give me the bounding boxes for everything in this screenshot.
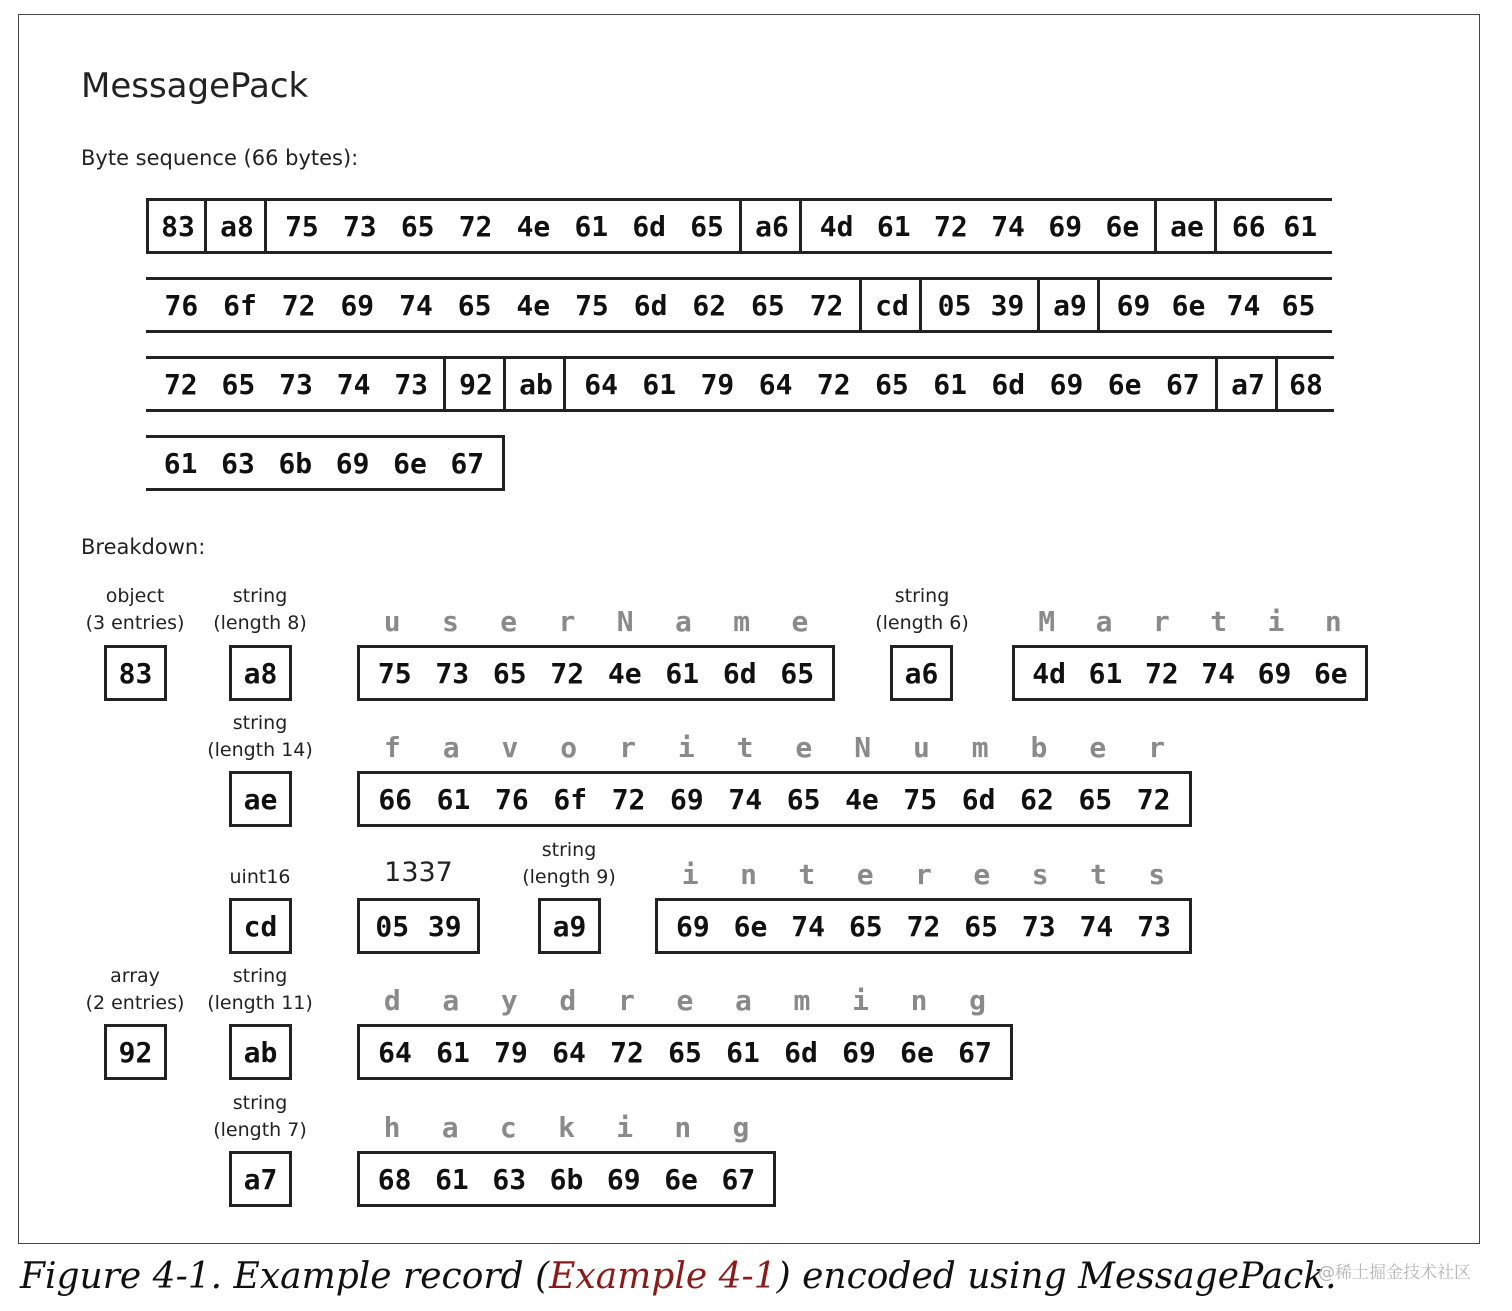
byte-seq-segment [1214, 198, 1332, 254]
byte-seq-segment [443, 356, 506, 412]
daydreaming-characters [357, 984, 1013, 1017]
hex-byte: 6d [991, 367, 1026, 401]
hex-byte: 61 [1283, 209, 1318, 243]
hex-byte: 64 [584, 367, 618, 401]
hex-byte: ab [519, 367, 553, 401]
decoded-char: m [971, 731, 989, 764]
decoded-char: i [852, 984, 869, 1017]
object-annotation: object (3 entries) [85, 585, 185, 634]
decoded-char: u [912, 731, 930, 764]
hex-byte: 65 [964, 909, 998, 943]
uint16-bytes [357, 898, 480, 954]
decoded-char: N [616, 605, 634, 638]
hex-byte: 4e [845, 782, 879, 816]
decoded-char: g [969, 984, 986, 1017]
decoded-char: e [791, 605, 809, 638]
hex-byte: 69 [1257, 656, 1292, 690]
decoded-char: i [616, 1111, 634, 1144]
hex-byte: 72 [934, 209, 968, 243]
hex-byte: 69 [340, 288, 375, 322]
hex-byte: 74 [728, 782, 763, 816]
hex-byte: ae [243, 782, 278, 816]
username-characters [357, 605, 835, 638]
hex-byte: 6d [784, 1035, 818, 1069]
hex-byte: 65 [875, 367, 909, 401]
decoded-char: g [732, 1111, 750, 1144]
decoded-char: f [383, 731, 401, 764]
hex-byte: 61 [574, 209, 609, 243]
hex-byte: 72 [458, 209, 493, 243]
decoded-char: a [1095, 605, 1113, 638]
hex-byte: 6d [633, 288, 668, 322]
hex-byte: 75 [377, 656, 412, 690]
martin-bytes [1012, 645, 1368, 701]
hex-byte: 65 [457, 288, 492, 322]
byte-seq-segment [1037, 277, 1100, 333]
hex-byte: 65 [690, 209, 724, 243]
hex-byte: 6e [733, 909, 768, 943]
decoded-char: e [500, 605, 518, 638]
hex-byte: 6d [722, 656, 757, 690]
hex-byte: 73 [394, 367, 429, 401]
martin-type-annotation: string (length 6) [875, 585, 969, 634]
hex-byte: 79 [700, 367, 735, 401]
decoded-char: N [854, 731, 872, 764]
hex-byte: 6e [393, 446, 427, 480]
hex-byte: 6e [1107, 367, 1142, 401]
hex-byte: 61 [933, 367, 967, 401]
byte-seq-segment [204, 198, 267, 254]
hex-byte: ae [1170, 209, 1204, 243]
uint16-type-annotation: uint16 [229, 866, 291, 888]
byte-seq-segment [1215, 356, 1278, 412]
hex-byte: 72 [281, 288, 316, 322]
hex-byte: 72 [611, 782, 646, 816]
hex-byte: a7 [243, 1162, 278, 1196]
decoded-char: y [500, 984, 518, 1017]
hex-byte: 64 [758, 367, 793, 401]
hex-byte: 66 [378, 782, 413, 816]
hex-byte: a6 [904, 656, 939, 690]
uint16-marker-byte [229, 898, 292, 954]
username-type-annotation: string (length 8) [213, 585, 307, 634]
decoded-char: s [441, 605, 459, 638]
daydreaming-type-annotation: string (length 11) [207, 965, 313, 1014]
hex-byte: 62 [692, 288, 727, 322]
hex-byte: 67 [958, 1035, 992, 1069]
username-bytes [357, 645, 835, 701]
figure-caption [20, 1256, 1337, 1297]
hex-byte: 75 [575, 288, 609, 322]
decoded-char: r [1148, 731, 1165, 764]
hex-byte: 72 [1144, 656, 1179, 690]
username-length-byte [229, 645, 292, 701]
byte-seq-segment [146, 356, 446, 412]
hex-byte: 61 [642, 367, 677, 401]
hex-byte: 72 [906, 909, 941, 943]
decoded-char: i [681, 858, 699, 891]
uint16-value: 1337 [384, 857, 453, 888]
byte-seq-segment [264, 198, 742, 254]
byte-seq-segment [799, 198, 1157, 254]
hex-byte: 6d [632, 209, 667, 243]
decoded-char: e [973, 858, 991, 891]
byte-seq-segment [146, 198, 207, 254]
byte-seq-segment [146, 277, 862, 333]
hex-byte: 72 [816, 367, 851, 401]
hex-byte: 6e [900, 1035, 934, 1069]
hex-byte: 67 [1165, 367, 1200, 401]
hex-byte: 69 [335, 446, 370, 480]
interests-type-annotation: string (length 9) [522, 839, 616, 888]
hex-byte: 75 [903, 782, 938, 816]
hex-byte: 65 [492, 656, 527, 690]
hex-byte: 73 [1137, 909, 1171, 943]
hex-byte: 64 [552, 1035, 586, 1069]
hex-byte: 62 [1020, 782, 1054, 816]
decoded-char: r [915, 858, 932, 891]
decoded-char: a [442, 731, 460, 764]
decoded-char: c [499, 1111, 517, 1144]
hex-byte: 65 [786, 782, 821, 816]
interests-characters [655, 858, 1192, 891]
hex-byte: 65 [221, 367, 256, 401]
favnum-bytes [357, 771, 1192, 827]
decoded-char: h [383, 1111, 401, 1144]
decoded-char: a [442, 984, 460, 1017]
favnum-characters [357, 731, 1192, 764]
byte-seq-segment [739, 198, 802, 254]
decoded-char: r [558, 605, 576, 638]
hex-byte: 76 [495, 782, 529, 816]
hex-byte: 63 [492, 1162, 527, 1196]
decoded-char: v [501, 731, 519, 764]
hex-byte: 6b [278, 446, 313, 480]
decoded-char: e [856, 858, 874, 891]
daydreaming-length-byte [229, 1024, 292, 1080]
hacking-bytes [357, 1151, 776, 1207]
hex-byte: 6e [664, 1162, 698, 1196]
hex-byte: 69 [1048, 209, 1083, 243]
hex-byte: 61 [436, 1035, 470, 1069]
hex-byte: 61 [436, 782, 471, 816]
hex-byte: 66 [1231, 209, 1266, 243]
hex-byte: 75 [285, 209, 319, 243]
decoded-char: r [619, 731, 636, 764]
hex-byte: 74 [399, 288, 433, 322]
hex-byte: 4e [607, 656, 642, 690]
hex-byte: 6d [961, 782, 996, 816]
hex-byte: 73 [279, 367, 313, 401]
byte-seq-segment [1275, 356, 1334, 412]
hex-byte: 73 [435, 656, 470, 690]
example-reference-link[interactable]: Example 4-1 [549, 1256, 777, 1297]
hex-byte: 72 [550, 656, 585, 690]
decoded-char: d [559, 984, 577, 1017]
byte-seq-segment [146, 435, 505, 491]
hex-byte: 83 [161, 209, 195, 243]
hex-byte: 92 [459, 367, 493, 401]
hex-byte: 6e [1105, 209, 1140, 243]
hex-byte: 65 [848, 909, 883, 943]
hex-byte: 61 [726, 1035, 760, 1069]
decoded-char: n [1324, 605, 1342, 638]
hex-byte: 69 [842, 1035, 876, 1069]
hex-byte: 39 [990, 288, 1025, 322]
decoded-char: o [560, 731, 578, 764]
decoded-char: u [383, 605, 401, 638]
byte-seq-segment [1097, 277, 1332, 333]
hex-byte: 69 [1049, 367, 1084, 401]
decoded-char: a [674, 605, 692, 638]
array-annotation: array (2 entries) [85, 965, 185, 1014]
hex-byte: 73 [342, 209, 377, 243]
hex-byte: 65 [400, 209, 435, 243]
decoded-char: d [383, 984, 401, 1017]
decoded-char: e [1089, 731, 1107, 764]
decoded-char: n [674, 1111, 692, 1144]
object-marker-byte [104, 645, 167, 701]
hex-byte: 74 [991, 209, 1025, 243]
hex-byte: 61 [435, 1162, 469, 1196]
decoded-char: s [1148, 858, 1166, 891]
caption-suffix: ) encoded using MessagePack. [776, 1256, 1337, 1297]
hex-byte: 39 [427, 909, 462, 943]
hex-byte: a6 [755, 209, 789, 243]
hex-byte: 61 [1088, 656, 1123, 690]
hex-byte: 69 [606, 1162, 641, 1196]
hex-byte: 65 [780, 656, 815, 690]
decoded-char: s [1031, 858, 1049, 891]
hex-byte: 72 [1136, 782, 1171, 816]
hex-byte: 74 [1079, 909, 1114, 943]
hex-byte: a9 [1053, 288, 1087, 322]
byte-seq-segment [563, 356, 1218, 412]
hex-byte: 72 [163, 367, 198, 401]
hex-byte: 68 [377, 1162, 412, 1196]
martin-length-byte [890, 645, 953, 701]
decoded-char: r [1152, 605, 1170, 638]
watermark: @稀土掘金技术社区 [1318, 1263, 1471, 1283]
hex-byte: 05 [937, 288, 972, 322]
hex-byte: 65 [751, 288, 785, 322]
hex-byte: 83 [118, 656, 153, 690]
decoded-char: a [735, 984, 752, 1017]
array-marker-byte [104, 1024, 167, 1080]
daydreaming-bytes [357, 1024, 1013, 1080]
decoded-char: t [1090, 858, 1107, 891]
hex-byte: 4d [819, 209, 854, 243]
hex-byte: 63 [221, 446, 255, 480]
favnum-type-annotation: string (length 14) [207, 712, 313, 761]
hex-byte: a7 [1231, 367, 1265, 401]
decoded-char: e [676, 984, 694, 1017]
hex-byte: 65 [1281, 288, 1316, 322]
decoded-char: i [677, 731, 695, 764]
hex-byte: 72 [809, 288, 844, 322]
martin-characters [1012, 605, 1368, 638]
hex-byte: 74 [1201, 656, 1235, 690]
hex-byte: a8 [220, 209, 254, 243]
hex-byte: 79 [494, 1035, 528, 1069]
decoded-char: r [617, 984, 635, 1017]
hex-byte: 74 [1226, 288, 1261, 322]
caption-prefix: Figure 4-1. Example record ( [20, 1256, 550, 1297]
hex-byte: 6e [1313, 656, 1348, 690]
byte-seq-segment [1154, 198, 1217, 254]
decoded-char: i [1267, 605, 1285, 638]
decoded-char: m [793, 984, 811, 1017]
hex-byte: 67 [721, 1162, 756, 1196]
hacking-type-annotation: string (length 7) [213, 1092, 307, 1141]
interests-length-byte [538, 898, 601, 954]
hex-byte: 73 [1021, 909, 1056, 943]
hex-byte: 69 [670, 782, 704, 816]
hex-byte: 6f [553, 782, 588, 816]
hex-byte: a9 [552, 909, 587, 943]
decoded-char: M [1038, 605, 1056, 638]
decoded-char: t [798, 858, 816, 891]
decoded-char: t [736, 731, 754, 764]
byte-seq-segment [919, 277, 1040, 333]
hex-byte: 6e [1171, 288, 1206, 322]
hex-byte: 4e [516, 288, 551, 322]
hex-byte: 68 [1289, 367, 1323, 401]
hex-byte: 74 [336, 367, 371, 401]
decoded-char: a [441, 1111, 459, 1144]
hex-byte: 61 [876, 209, 911, 243]
hex-byte: ab [243, 1035, 278, 1069]
decoded-char: n [910, 984, 928, 1017]
hex-byte: 05 [375, 909, 410, 943]
hex-byte: 4e [516, 209, 551, 243]
decoded-char: m [733, 605, 751, 638]
hex-byte: 65 [668, 1035, 702, 1069]
hex-byte: 61 [163, 446, 198, 480]
decoded-char: e [795, 731, 813, 764]
decoded-char: b [1030, 731, 1048, 764]
interests-bytes [655, 898, 1192, 954]
hacking-characters [357, 1111, 776, 1144]
hex-byte: 67 [450, 446, 485, 480]
hex-byte: 72 [610, 1035, 644, 1069]
hacking-length-byte [229, 1151, 292, 1207]
hex-byte: 76 [164, 288, 199, 322]
hex-byte: 92 [118, 1035, 153, 1069]
hex-byte: cd [875, 288, 909, 322]
decoded-char: t [1210, 605, 1228, 638]
byte-seq-segment [859, 277, 922, 333]
hex-byte: 4d [1032, 656, 1067, 690]
byte-seq-segment [503, 356, 566, 412]
byte-sequence-label: Byte sequence (66 bytes): [81, 146, 359, 170]
hex-byte: cd [243, 909, 278, 943]
hex-byte: 69 [675, 909, 710, 943]
hex-byte: 61 [665, 656, 700, 690]
hex-byte: 6f [223, 288, 257, 322]
hex-byte: 6b [549, 1162, 584, 1196]
hex-byte: a8 [243, 656, 278, 690]
hex-byte: 65 [1078, 782, 1113, 816]
diagram-title: MessagePack [81, 66, 309, 106]
hex-byte: 64 [378, 1035, 412, 1069]
favnum-length-byte [229, 771, 292, 827]
decoded-char: k [558, 1111, 575, 1144]
decoded-char: n [740, 858, 757, 891]
hex-byte: 69 [1116, 288, 1151, 322]
breakdown-label: Breakdown: [81, 535, 206, 559]
hex-byte: 74 [791, 909, 825, 943]
